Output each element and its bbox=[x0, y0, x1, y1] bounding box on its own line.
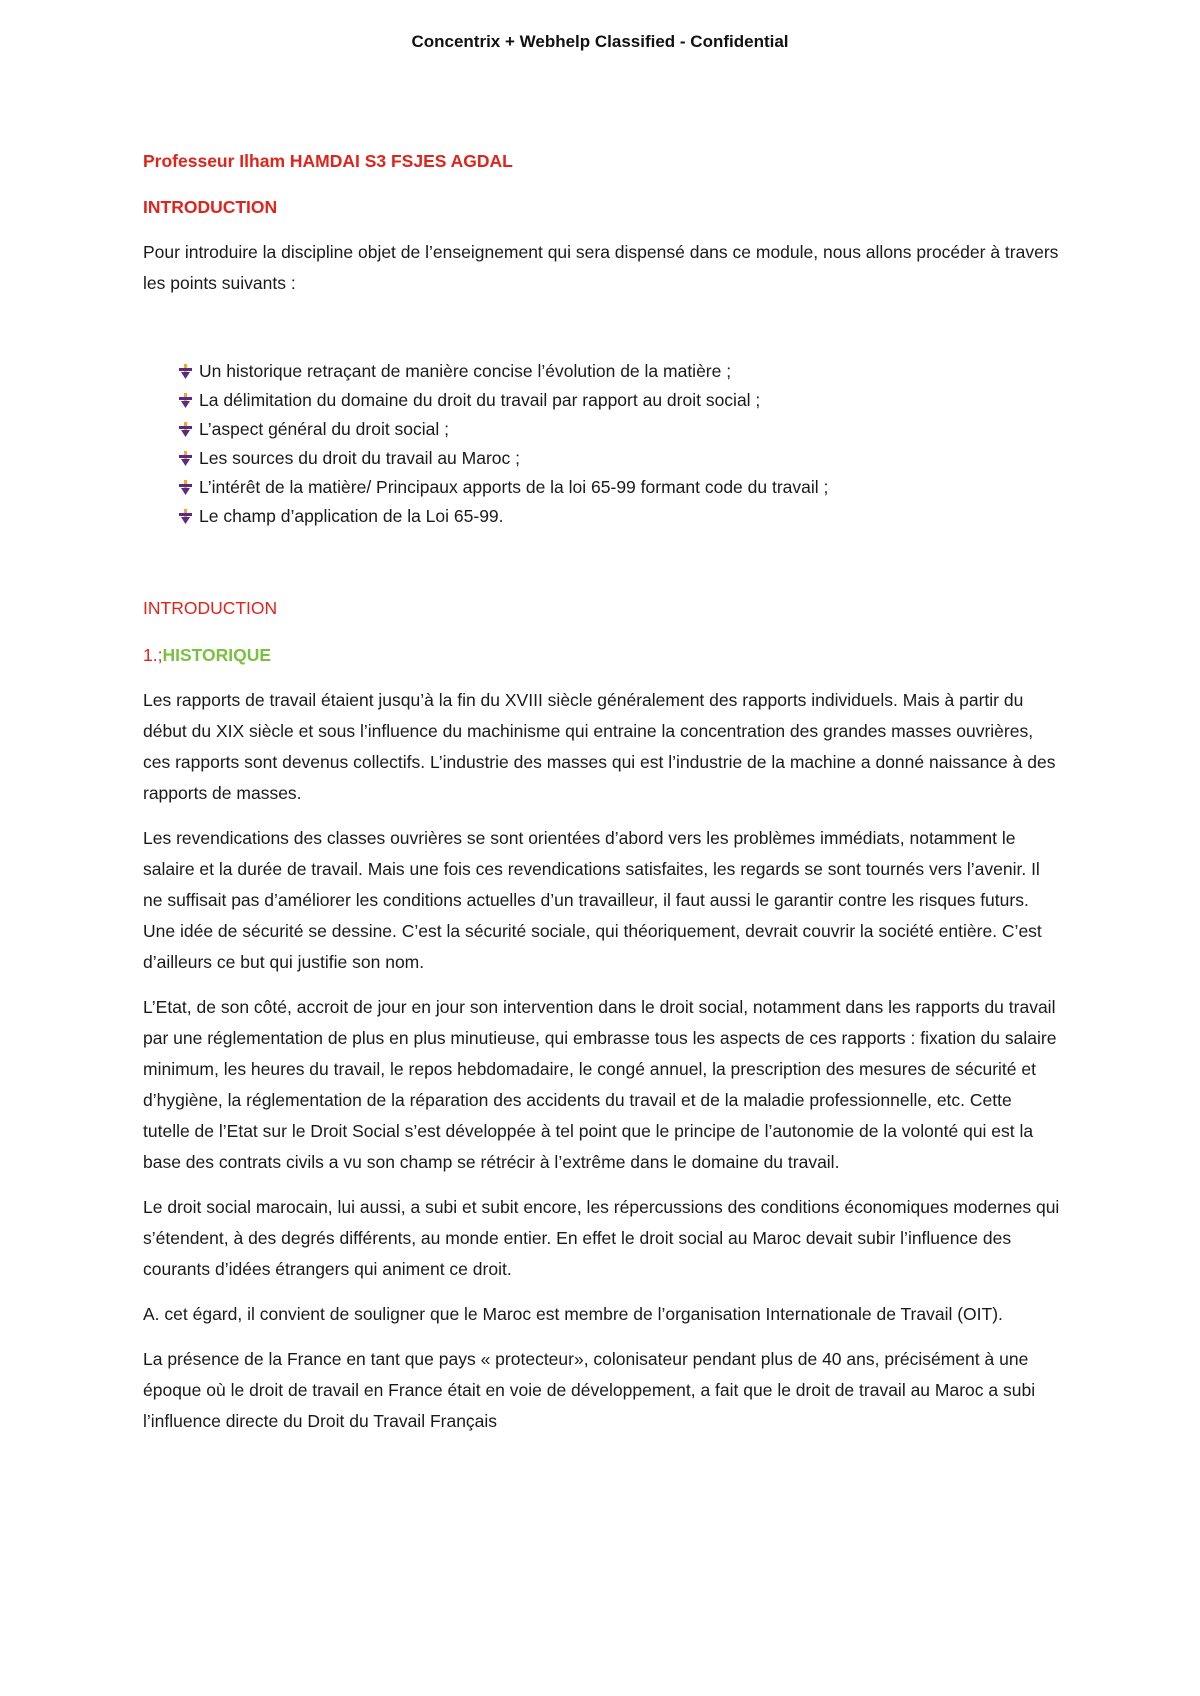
arrow-bullet-icon bbox=[179, 451, 192, 466]
list-item bbox=[179, 357, 1063, 386]
list-item-text: L’aspect général du droit social ; bbox=[199, 419, 450, 439]
list-item-text: L’intérêt de la matière/ Principaux apports de la loi 65-99 formant code du travail ; bbox=[199, 477, 829, 497]
list-item bbox=[179, 386, 1063, 415]
intro-paragraph: Pour introduire la discipline objet de l’enseignement qui sera dispensé dans ce module, nous allons procéder à travers les points suivants : bbox=[143, 242, 1059, 293]
document-body bbox=[143, 146, 1063, 1451]
points-list bbox=[179, 357, 1063, 531]
intro-heading: INTRODUCTION bbox=[143, 197, 278, 217]
list-item-text: Les sources du droit du travail au Maroc ; bbox=[199, 448, 520, 468]
paragraph: La présence de la France en tant que pays « protecteur», colonisateur pendant plus de 40 ans, précisément à une époque où le droit de travail en France était en voie de développement, a fait que le droit de travail au Maroc a subi l’influence directe du Droit du Travail Français bbox=[143, 1349, 1036, 1431]
author-line: Professeur Ilham HAMDAI S3 FSJES AGDAL bbox=[143, 151, 513, 171]
paragraph: A. cet égard, il convient de souligner que le Maroc est membre de l’organisation Internationale de Travail (OIT). bbox=[143, 1304, 1003, 1324]
list-item bbox=[179, 473, 1063, 502]
list-item bbox=[179, 444, 1063, 473]
list-item-text: Le champ d’application de la Loi 65-99. bbox=[199, 506, 504, 526]
paragraph: Les rapports de travail étaient jusqu’à la fin du XVIII siècle généralement des rapports individuels. Mais à partir du début du XIX siècle et sous l’influence du machinisme qui entraine la concentration des grandes masses ouvrières, ces rapports sont devenus collectifs. L’industrie des masses qui est l’industrie de la machine a donné naissance à des rapports de masses. bbox=[143, 690, 1056, 803]
arrow-bullet-icon bbox=[179, 422, 192, 437]
arrow-bullet-icon bbox=[179, 509, 192, 524]
arrow-bullet-icon bbox=[179, 364, 192, 379]
list-item bbox=[179, 415, 1063, 444]
section-body bbox=[143, 685, 1063, 1437]
paragraph: Le droit social marocain, lui aussi, a subi et subit encore, les répercussions des conditions économiques modernes qui s’étendent, à des degrés différents, au monde entier. En effet le droit social au Maroc devait subir l’influence des courants d’idées étrangers qui animent ce droit. bbox=[143, 1197, 1060, 1279]
list-item-text: Un historique retraçant de manière concise l’évolution de la matière ; bbox=[199, 361, 732, 381]
classification-header: Concentrix + Webhelp Classified - Confidential bbox=[411, 32, 789, 51]
arrow-bullet-icon bbox=[179, 393, 192, 408]
list-item-text: La délimitation du domaine du droit du travail par rapport au droit social ; bbox=[199, 390, 761, 410]
section-title bbox=[143, 640, 1063, 671]
paragraph: L’Etat, de son côté, accroit de jour en jour son intervention dans le droit social, notamment dans les rapports du travail par une réglementation de plus en plus minutieuse, qui embrasse tous les aspects de ces rapports : fixation du salaire minimum, les heures du travail, le repos hebdomadaire, le congé annuel, la prescription des mesures de sécurité et d’hygiène, la réglementation de la réparation des accidents du travail et de la maladie professionnelle, etc. Cette tutelle de l’Etat sur le Droit Social s’est développée à tel point que le principe de l’autonomie de la volonté qui est la base des contrats civils a vu son champ se rétrécir à l’extrême dans le domaine du travail. bbox=[143, 997, 1057, 1172]
section-label: HISTORIQUE bbox=[162, 645, 272, 665]
paragraph: Les revendications des classes ouvrières se sont orientées d’abord vers les problèmes immédiats, notamment le salaire et la durée de travail. Mais une fois ces revendications satisfaites, les regards se sont tournés vers l’avenir. Il ne suffisait pas d’améliorer les conditions actuelles d’un travailleur, il faut aussi le garantir contre les risques futurs. Une idée de sécurité se dessine. C’est la sécurité sociale, qui théoriquement, devrait couvrir la société entière. C’est d’ailleurs ce but qui justifie son nom. bbox=[143, 828, 1042, 972]
section-intro-heading: INTRODUCTION bbox=[143, 598, 278, 618]
arrow-bullet-icon bbox=[179, 480, 192, 495]
list-item bbox=[179, 502, 1063, 531]
section-number: 1.; bbox=[143, 645, 163, 665]
